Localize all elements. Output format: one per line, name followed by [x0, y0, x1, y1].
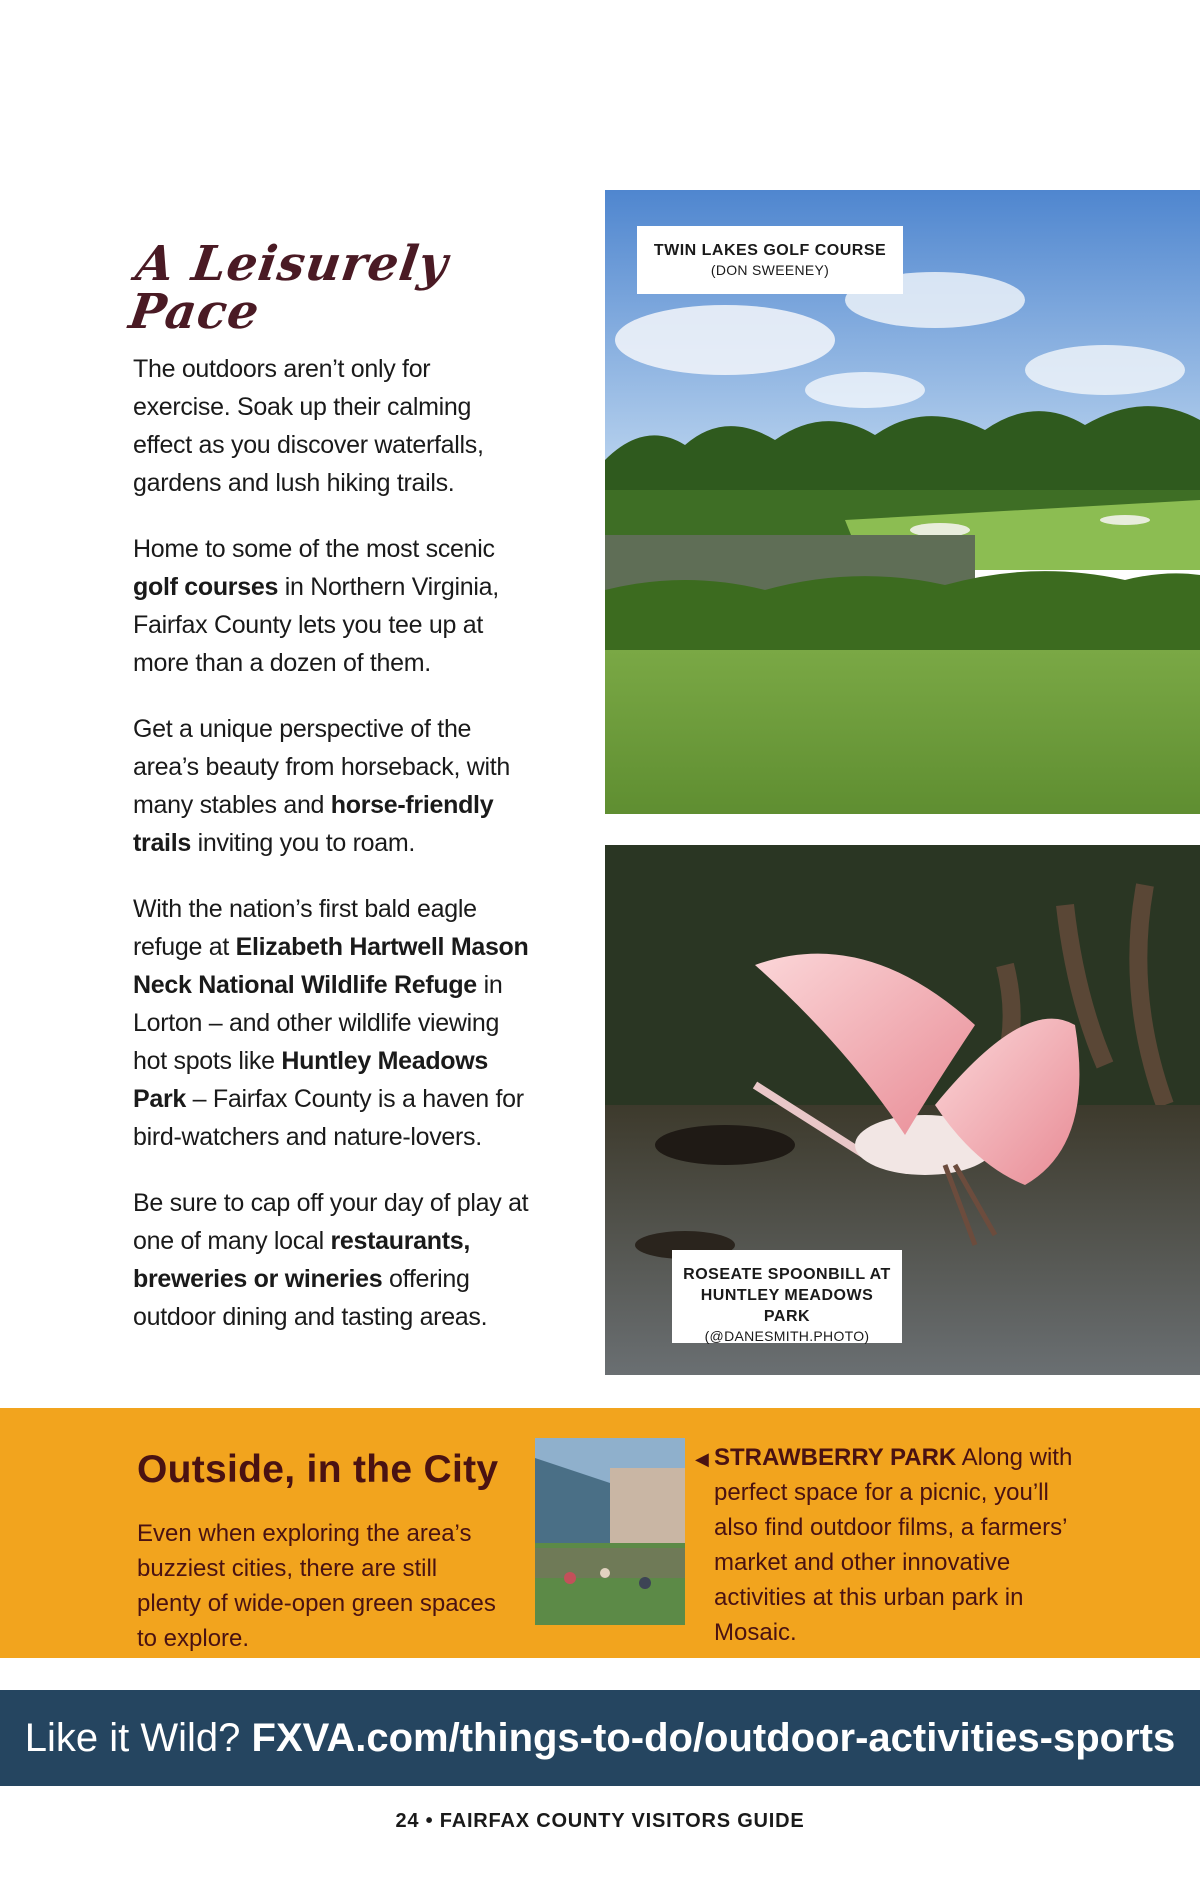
caption-title: TWIN LAKES GOLF COURSE — [653, 242, 887, 259]
banner-link[interactable]: FXVA.com/things-to-do/outdoor-activities-sports — [251, 1716, 1176, 1760]
huntley-emphasis: Huntley Meadows Park — [133, 1047, 489, 1113]
park-name: STRAWBERRY PARK — [714, 1444, 957, 1471]
caption-credit: (@DANESMITH.PHOTO) — [704, 1328, 870, 1344]
paragraph-wildlife: With the nation’s first bald eagle refuge at Elizabeth Hartwell Mason Neck National Wildlife Refuge in Lorton – and other wildlife viewing hot spots like Huntley Meadows Park – Fairfax County is a haven for bird-watchers and nature-lovers. — [133, 895, 529, 1151]
website-banner — [0, 1690, 1200, 1786]
banner-prefix: Like it Wild? — [24, 1716, 252, 1760]
paragraph-horseback: Get a unique perspective of the area’s beauty from horseback, with many stables and horse-friendly trails inviting you to roam. — [133, 715, 511, 857]
section-heading: A Leisurely Pace — [125, 236, 452, 340]
dining-emphasis: restaurants, breweries or wineries — [133, 1227, 471, 1293]
city-section-text: Even when exploring the area’s buzziest cities, there are still plenty of wide-open green spaces to explore. — [137, 1520, 496, 1652]
spoonbill-photo-caption — [672, 1250, 902, 1343]
paragraph-intro: The outdoors aren’t only for exercise. Soak up their calming effect as you discover waterfalls, gardens and lush hiking trails. — [133, 355, 484, 497]
golf-photo-caption — [637, 226, 903, 294]
page-footer: 24 • FAIRFAX COUNTY VISITORS GUIDE — [395, 1810, 805, 1832]
refuge-emphasis: Elizabeth Hartwell Mason Neck National Wildlife Refuge — [133, 933, 529, 999]
paragraph-dining: Be sure to cap off your day of play at one of many local restaurants, breweries or wineries offering outdoor dining and tasting areas. — [133, 1189, 529, 1331]
city-section-heading: Outside, in the City — [137, 1448, 499, 1491]
paragraph-golf: Home to some of the most scenic golf courses in Northern Virginia, Fairfax County lets you tee up at more than a dozen of them. — [133, 535, 499, 677]
strawberry-park-photo — [535, 1438, 685, 1625]
pointer-arrow-icon: ◀ — [695, 1449, 709, 1469]
golf-courses-emphasis: golf courses — [133, 573, 279, 601]
caption-credit: (DON SWEENEY) — [710, 262, 830, 278]
horse-trails-emphasis: horse-friendly trails — [133, 791, 494, 857]
article-column — [125, 236, 533, 1364]
caption-title: ROSEATE SPOONBILL AT HUNTLEY MEADOWS PARK — [683, 1266, 891, 1325]
strawberry-park-text: STRAWBERRY PARK Along with perfect space for a picnic, you’ll also find outdoor films, a farmers’ market and other innovative activities at this urban park in Mosaic. — [714, 1444, 1073, 1646]
